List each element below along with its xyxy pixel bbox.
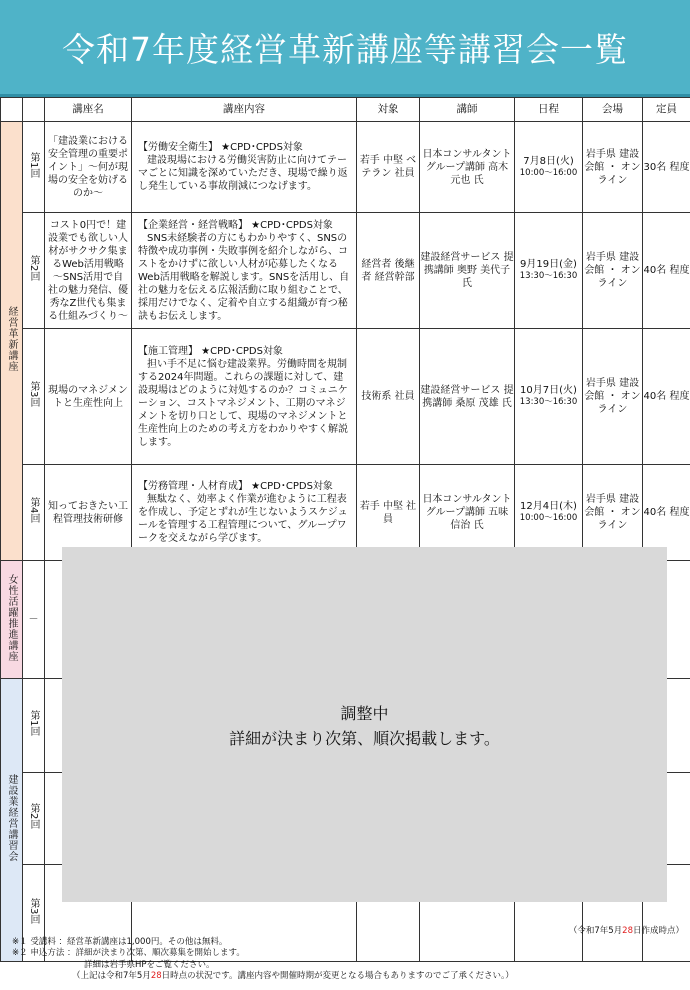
session-number: 第3回 — [23, 329, 45, 465]
course-capacity: 30名 程度 — [643, 122, 690, 213]
course-tag: 【施工管理】 ★CPD･CPDS対象 — [138, 345, 283, 357]
course-target: 若手 中堅 ベテラン 社員 — [357, 122, 420, 213]
course-tag: 【労働安全衛生】 ★CPD･CPDS対象 — [138, 142, 303, 153]
header-capacity: 定員 — [643, 98, 690, 122]
course-instructor: 建設経営サービス 提携講師 奥野 美代子 氏 — [420, 213, 515, 329]
note-disclaimer: （上記は令和7年5月28日時点の状況です。講座内容や開催時期が変更となる場合もありますのでご了承ください。） — [72, 971, 514, 982]
header-content: 講座内容 — [132, 98, 357, 122]
note-fee: ※１ 受講料 ：経営革新講座は1,000円。その他は無料。 — [12, 937, 228, 947]
course-name: コスト0円で！建設業でも欲しい人材がサクサク集まるWeb活用戦略 ～SNS活用で自社の魅力発信、優秀なZ世代も集まる仕組みづくり～ — [45, 213, 132, 329]
course-date: 10月7日(火) 13:30～16:30 — [515, 329, 583, 465]
header-instructor: 講師 — [420, 98, 515, 122]
course-capacity: 40名 程度 — [643, 465, 690, 561]
session-number: － — [23, 561, 45, 679]
category-construction-management: 建設業経営講習会 — [1, 679, 23, 962]
note-details: 詳細は岩手県HPをご覧ください。 — [84, 959, 215, 970]
header-target: 対象 — [357, 98, 420, 122]
course-target: 技術系 社員 — [357, 329, 420, 465]
course-date: 7月8日(火) 10:00～16:00 — [515, 122, 583, 213]
course-description: 無駄なく、効率よく作業が進むように工程表を作成し、予定とずれが生じないようスケジュールを管理する工程管理について、グループワークを交えながら学びます。 — [138, 494, 348, 544]
course-content — [132, 213, 357, 329]
session-number: 第4回 — [23, 465, 45, 561]
pending-heading: 調整中 — [340, 703, 389, 723]
course-capacity: 40名 程度 — [643, 329, 690, 465]
course-instructor: 建設経営サービス 提携講師 桑原 茂雄 氏 — [420, 329, 515, 465]
course-venue: 岩手県 建設会館 ・ オンライン — [583, 329, 643, 465]
session-number: 第1回 — [23, 679, 45, 773]
header-venue: 会場 — [583, 98, 643, 122]
table-row — [1, 329, 690, 465]
course-description: 担い手不足に悩む建設業界。労働時間を規制する2024年問題。これらの課題に対して、建設現場はどのように対処するのか？コミュニケーション、コストマネジメント、工期のマネジメントを切り口として、現場のマネジメントと生産性向上のための考え方をわかりやすく解説します。 — [138, 358, 348, 448]
course-tag: 【労務管理・人材育成】 ★CPD･CPDS対象 — [138, 481, 333, 492]
title-banner — [0, 0, 690, 97]
note-application: ※２ 申込方法 ：詳細が決まり次第、順次募集を開始します。 — [12, 948, 245, 959]
course-tag: 【企業経営・経営戦略】 ★CPD･CPDS対象 — [138, 219, 333, 231]
course-instructor: 日本コンサルタント グループ講師 高木 元也 氏 — [420, 122, 515, 213]
course-capacity: 40名 程度 — [643, 213, 690, 329]
session-number: 第2回 — [23, 773, 45, 865]
course-name: 「建設業における安全管理の重要ポイント」～何が現場の安全を妨げるのか～ — [45, 122, 132, 213]
course-venue: 岩手県 建設会館 ・ オンライン — [583, 213, 643, 329]
header-spacer — [23, 98, 45, 122]
course-content — [132, 122, 357, 213]
session-number: 第1回 — [23, 122, 45, 213]
session-number: 第3回 — [23, 865, 45, 962]
footnotes — [12, 937, 514, 983]
course-target: 若手 中堅 社員 — [357, 465, 420, 561]
course-date: 12月4日(木) 10:00～16:00 — [515, 465, 583, 561]
course-content — [132, 329, 357, 465]
header-name: 講座名 — [45, 98, 132, 122]
page-title: 令和7年度経営革新講座等講習会一覧 — [62, 29, 628, 69]
course-name: 知っておきたい工程管理技術研修 — [45, 465, 132, 561]
course-name: 現場のマネジメントと生産性向上 — [45, 329, 132, 465]
course-target: 経営者 後継者 経営幹部 — [357, 213, 420, 329]
header-date: 日程 — [515, 98, 583, 122]
session-number: 第2回 — [23, 213, 45, 329]
table-row — [1, 213, 690, 329]
header-row — [1, 98, 690, 122]
header-spacer — [1, 98, 23, 122]
course-description: 建設現場における労働災害防止に向けてテーマごとに知識を深めていただき、現場で繰り返し発生している事故削減につなげます。 — [138, 155, 348, 192]
course-venue: 岩手県 建設会館 ・ オンライン — [583, 465, 643, 561]
category-women-empowerment: 女性活躍推進講座 — [1, 561, 23, 679]
course-instructor: 日本コンサルタント グループ講師 五味 信治 氏 — [420, 465, 515, 561]
table-row — [1, 122, 690, 213]
category-management-innovation: 経営革新講座 — [1, 122, 23, 561]
pending-overlay — [62, 547, 667, 902]
pending-message: 詳細が決まり次第、順次掲載します。 — [229, 728, 500, 748]
as-of-date: （令和7年5月28日作成時点） — [568, 926, 684, 936]
course-description: SNS未経験者の方にもわかりやすく、SNSの特徴や成功事例・失敗事例を紹介しながら、コストをかけずに欲しい人材が応募したくなるWeb活用戦略を解説します。SNSを活用し、自社の魅力を伝える広報活動に取り組むことで、採用だけでなく、定着や自立する組織が育つ秘訣もお伝えします。 — [138, 232, 350, 322]
course-date: 9月19日(金) 13:30～16:30 — [515, 213, 583, 329]
course-venue: 岩手県 建設会館 ・ オンライン — [583, 122, 643, 213]
